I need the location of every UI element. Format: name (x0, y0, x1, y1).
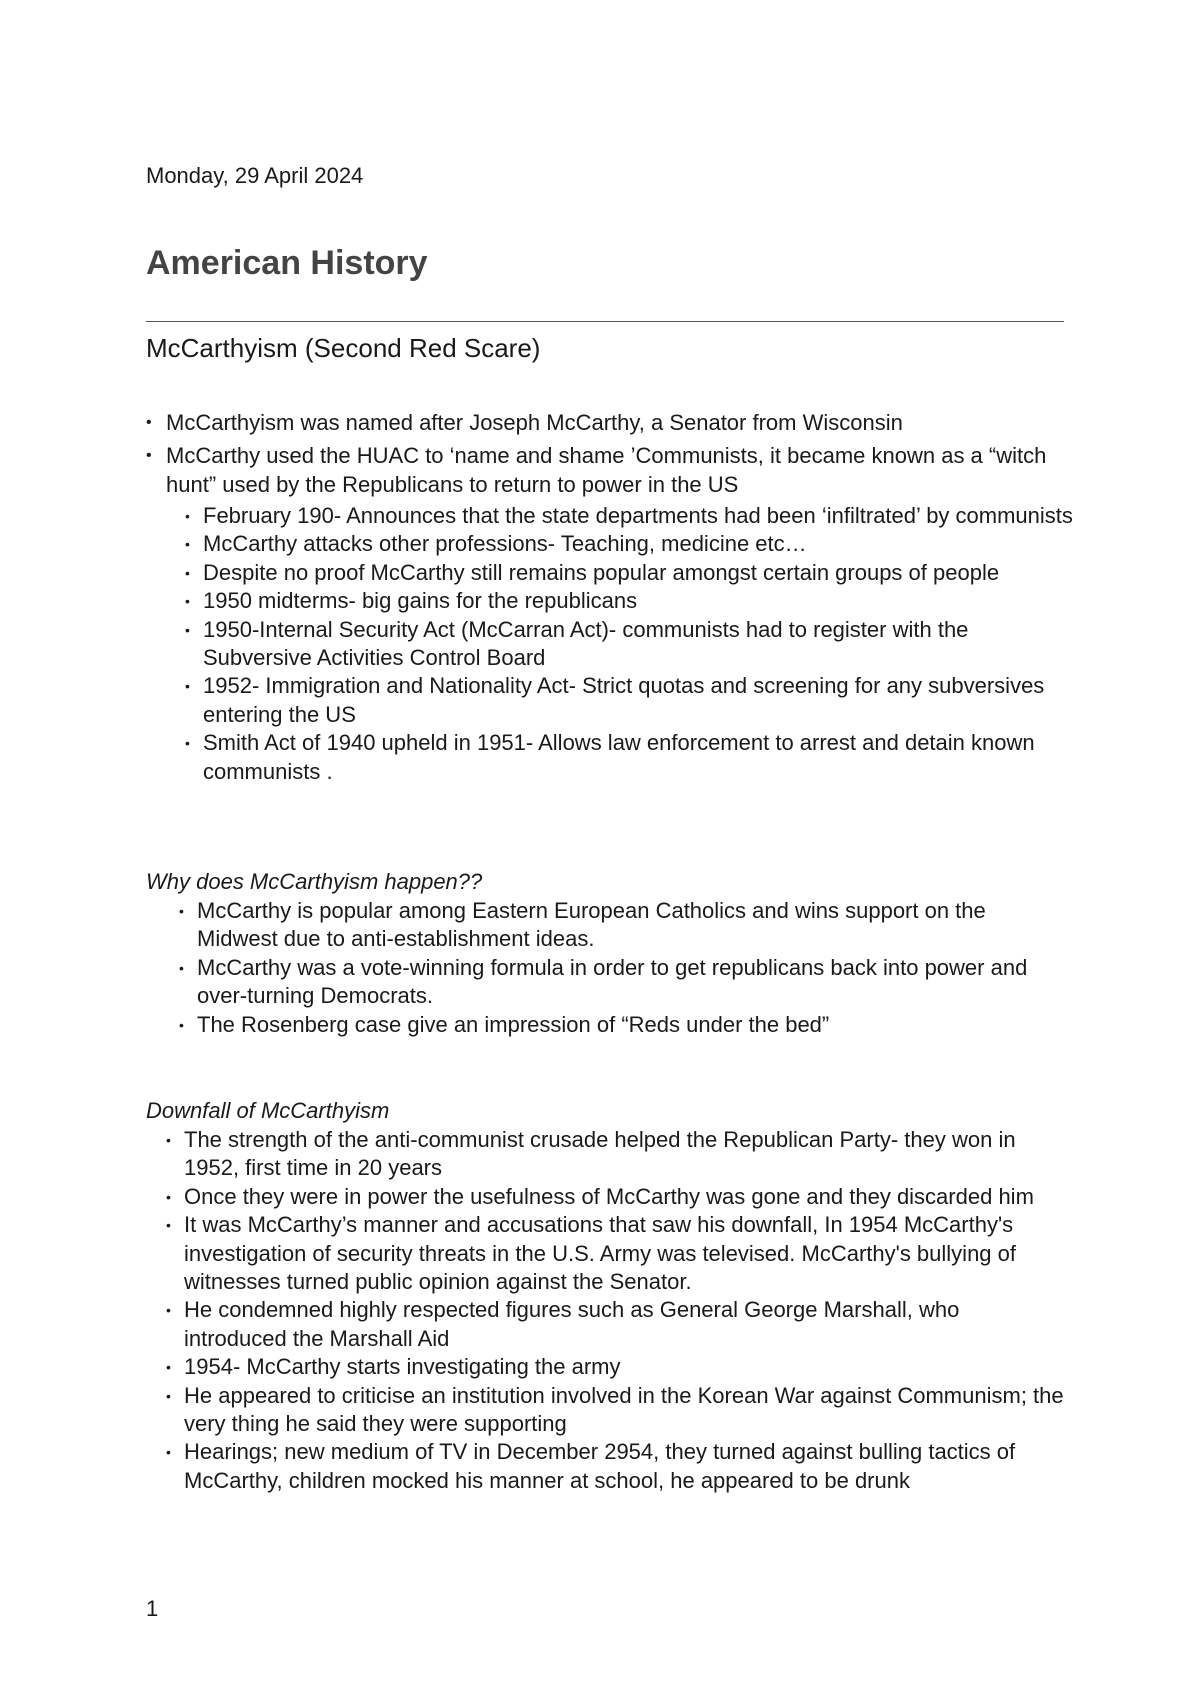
list-item (179, 1011, 1067, 1039)
bullet-icon: • (166, 1444, 171, 1461)
title-divider (146, 321, 1064, 322)
list-item (166, 1183, 1064, 1211)
list-item-text: Once they were in power the usefulness of McCarthy was gone and they discarded him (184, 1183, 1034, 1209)
why-heading: Why does McCarthyism happen?? (146, 869, 483, 894)
bullet-icon: • (166, 1302, 171, 1319)
bullet-icon: • (179, 903, 184, 919)
list-item (166, 1211, 1064, 1296)
list-item (185, 530, 1073, 558)
list-item (185, 616, 1073, 673)
bullet-icon: • (166, 1387, 171, 1404)
list-item-text: The strength of the anti-communist crusade helped the Republican Party- they won in 1952, first time in 20 years (184, 1127, 1016, 1181)
list-item-text: McCarthy was a vote-winning formula in order to get republicans back into power and over-turning Democrats. (197, 954, 1028, 1009)
intro-sublist (185, 502, 1073, 786)
bullet-icon: • (179, 959, 184, 976)
page-title: American History (146, 244, 428, 282)
intro-list (146, 409, 1076, 499)
bullet-icon: • (185, 593, 190, 610)
section-subtitle: McCarthyism (Second Red Scare) (146, 333, 541, 363)
list-item-text: McCarthy is popular among Eastern European Catholics and wins support on the Midwest due to anti-establishment ideas. (197, 898, 986, 952)
bullet-icon: • (166, 1359, 171, 1376)
bullet-icon: • (146, 414, 152, 431)
list-item (166, 1126, 1064, 1183)
bullet-icon: • (185, 564, 190, 581)
list-item-text: Despite no proof McCarthy still remains popular amongst certain groups of people (203, 559, 1000, 585)
list-item (179, 897, 1067, 954)
list-item (185, 502, 1073, 530)
list-item (146, 442, 1076, 499)
list-item (166, 1382, 1064, 1439)
list-item (179, 954, 1067, 1011)
list-item (185, 672, 1073, 729)
list-item-text: It was McCarthy’s manner and accusations that saw his downfall, In 1954 McCarthy's investigation of security threats in the U.S. Army was televised. McCarthy's bullying of witnesses turned public opinion against the Senator. (184, 1212, 1016, 1295)
bullet-icon: • (179, 1016, 184, 1033)
bullet-icon: • (166, 1217, 171, 1234)
bullet-icon: • (166, 1188, 171, 1205)
bullet-icon: • (185, 678, 190, 695)
list-item (166, 1353, 1064, 1381)
list-item-text: McCarthy used the HUAC to ‘name and shame ’Communists, it became known as a “witch hunt” used by the Republicans to return to power in the US (166, 443, 1047, 497)
list-item-text: 1950-Internal Security Act (McCarran Act)- communists had to register with the Subversive Activities Control Board (203, 616, 969, 671)
list-item-text: Hearings; new medium of TV in December 2954, they turned against bulling tactics of McCarthy, children mocked his manner at school, he appeared to be drunk (184, 1439, 1016, 1493)
list-item-text: 1952- Immigration and Nationality Act- Strict quotas and screening for any subversives entering the US (203, 673, 1045, 727)
bullet-icon: • (185, 621, 190, 638)
why-list (179, 897, 1067, 1039)
list-item-text: McCarthyism was named after Joseph McCarthy, a Senator from Wisconsin (166, 410, 903, 435)
list-item-text: He condemned highly respected figures such as General George Marshall, who introduced the Marshall Aid (184, 1297, 960, 1351)
list-item-text: He appeared to criticise an institution involved in the Korean War against Communism; the very thing he said they were supporting (184, 1382, 1064, 1437)
list-item (185, 729, 1073, 786)
list-item (185, 587, 1073, 615)
downfall-heading: Downfall of McCarthyism (146, 1098, 390, 1123)
list-item (146, 409, 1076, 437)
document-date: Monday, 29 April 2024 (146, 163, 364, 188)
list-item-text: 1954- McCarthy starts investigating the army (184, 1354, 621, 1380)
bullet-icon: • (185, 536, 190, 553)
list-item-text: February 190- Announces that the state departments had been ‘infiltrated’ by communists (203, 503, 1073, 528)
bullet-icon: • (185, 508, 190, 524)
bullet-icon: • (166, 1132, 171, 1148)
list-item-text: McCarthy attacks other professions- Teaching, medicine etc… (203, 531, 807, 557)
list-item (166, 1438, 1064, 1495)
bullet-icon: • (146, 447, 152, 465)
bullet-icon: • (185, 735, 190, 752)
list-item-text: The Rosenberg case give an impression of “Reds under the bed” (197, 1011, 830, 1037)
list-item (185, 559, 1073, 587)
list-item (166, 1296, 1064, 1353)
list-item-text: Smith Act of 1940 upheld in 1951- Allows law enforcement to arrest and detain known communists . (203, 730, 1035, 784)
list-item-text: 1950 midterms- big gains for the republicans (203, 588, 638, 614)
downfall-list (166, 1126, 1064, 1495)
page-number: 1 (146, 1596, 159, 1621)
